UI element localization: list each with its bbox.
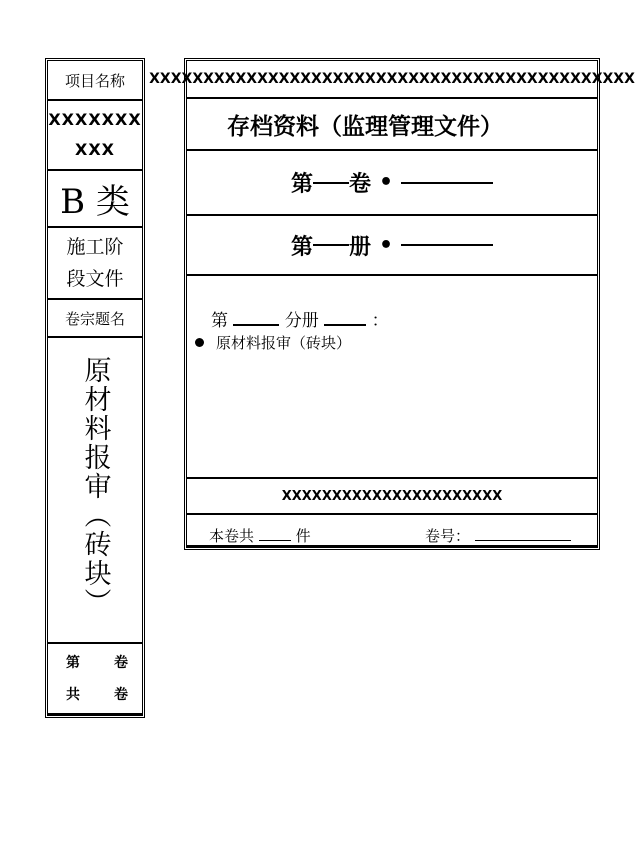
sub-book-name-blank — [324, 324, 366, 326]
book-line — [187, 216, 597, 276]
total-row-left: 共 — [66, 686, 80, 703]
volume-row-right: 卷 — [114, 654, 128, 671]
volume-suffix: 卷 — [348, 172, 371, 197]
volume-line — [187, 151, 597, 216]
contents-item-text: 原材料报审（砖块） — [216, 334, 352, 352]
item-count — [209, 525, 311, 546]
volume-number-blank — [475, 540, 571, 541]
category-label: B 类 — [48, 171, 142, 228]
project-code-line1: XXXXXXX — [48, 110, 142, 129]
project-code — [48, 101, 142, 171]
sub-book-prefix: 第 — [211, 311, 228, 331]
bottom-code: XXXXXXXXXXXXXXXXXXXXXX — [187, 479, 597, 515]
volume-number — [425, 525, 571, 546]
book-name-blank — [401, 244, 493, 246]
contents-area — [187, 276, 597, 479]
file-title-label: 卷宗题名 — [48, 300, 142, 338]
stage-label — [48, 228, 142, 300]
stage-line2: 段文件 — [66, 268, 124, 290]
book-prefix: 第 — [290, 234, 313, 260]
book-blank — [313, 244, 349, 246]
sub-book-blank — [233, 324, 279, 326]
volume-row-left: 第 — [66, 654, 80, 671]
file-title-cell — [48, 338, 142, 644]
count-blank — [259, 540, 291, 541]
total-row-right: 卷 — [114, 686, 128, 703]
volume-number-label: 卷号： — [425, 527, 471, 545]
volume-name-blank — [401, 182, 493, 184]
bullet-icon — [195, 338, 204, 347]
sub-book-mid: 分册 — [284, 311, 319, 331]
cover-footer — [187, 515, 597, 547]
file-title: 原材料报审（砖块） — [79, 356, 111, 617]
sub-book-suffix: ： — [371, 311, 389, 331]
cover-title: 存档资料（监理管理文件） — [187, 99, 597, 151]
stage-line1: 施工阶 — [66, 236, 124, 258]
contents-item — [195, 332, 351, 353]
book-suffix: 册 — [348, 234, 371, 260]
project-name-label: 项目名称 — [48, 61, 142, 101]
total-row — [66, 679, 128, 711]
project-code-line2: XXX — [74, 140, 115, 159]
volume-prefix: 第 — [290, 172, 313, 197]
dot-icon: • — [378, 170, 394, 195]
volume-row — [66, 647, 128, 679]
volume-info — [48, 644, 142, 715]
volume-blank — [313, 182, 349, 184]
count-suffix: 件 — [295, 527, 311, 545]
sub-book-line — [211, 306, 389, 331]
archive-cover — [149, 58, 635, 550]
top-code: XXXXXXXXXXXXXXXXXXXXXXXXXXXXXXXXXXXXXXXXXXXXX — [187, 61, 597, 99]
dot-icon: • — [378, 232, 394, 258]
archive-spine — [45, 58, 145, 718]
count-prefix: 本卷共 — [209, 527, 255, 545]
